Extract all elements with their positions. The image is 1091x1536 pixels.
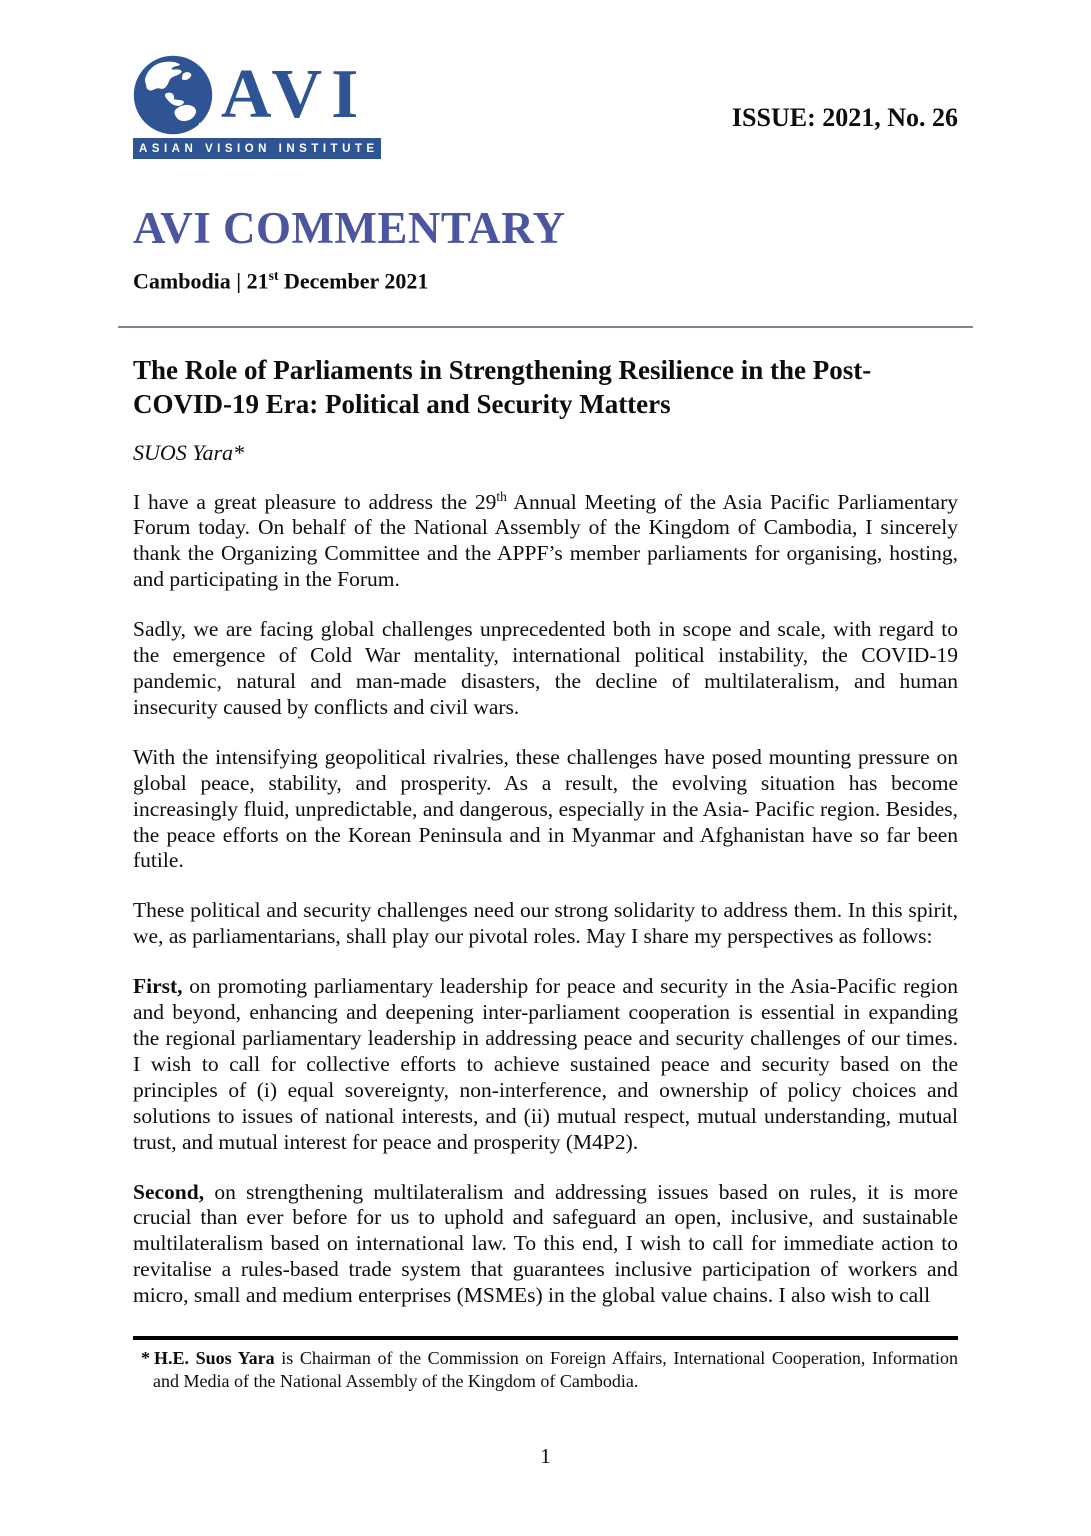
page-header [133, 55, 958, 159]
article-paragraph: With the intensifying geopolitical rivalries, these challenges have posed mounting pressure on global peace, stability, and prosperity. As a result, the evolving situation has become increasingly fluid, unpredictable, and dangerous, especially in the Asia- Pacific region. Besides, the peace efforts on the Korean Peninsula and in Myanmar and Afghanistan have so far been futile. [133, 744, 958, 873]
article-paragraph: I have a great pleasure to address the 29th Annual Meeting of the Asia Pacific Parliamentary Forum today. On behalf of the National Assembly of the Kingdom of Cambodia, I sincerely thank the Organizing Committee and the APPF’s member parliaments for organising, hosting, and participating in the Forum. [133, 488, 958, 592]
footnote-marker: * [141, 1348, 150, 1369]
article-paragraph: First, on promoting parliamentary leadership for peace and security in the Asia-Pacific region and beyond, enhancing and deepening inter-parliament cooperation is essential in expanding the regional parliamentary leadership in addressing peace and security challenges of our times. I wish to call for collective efforts to achieve sustained peace and security based on the principles of (i) equal sovereignty, non-interference, and ownership of policy choices and solutions to issues of national interests, and (ii) mutual respect, mutual understanding, mutual trust, and mutual interest for peace and prosperity (M4P2). [133, 974, 958, 1154]
page-number: 1 [540, 1444, 551, 1468]
dateline [133, 268, 958, 294]
article-author: SUOS Yara* [133, 439, 245, 465]
dateline-prefix: Cambodia | 21 [133, 268, 269, 294]
series-title: AVI COMMENTARY [133, 203, 566, 253]
article-paragraph: These political and security challenges need our strong solidarity to address them. In this spirit, we, as parliamentarians, shall play our pivotal roles. May I share my perspectives as follows: [133, 898, 958, 949]
header-divider [118, 326, 973, 328]
article-paragraph: Sadly, we are facing global challenges unprecedented both in scope and scale, with regard to the emergence of Cold War mentality, international political instability, the COVID-19 pandemic, natural and man-made disasters, the decline of multilateralism, and human insecurity caused by conflicts and civil wars. [133, 617, 958, 719]
avi-logo-top [133, 55, 381, 135]
dateline-rest: December 2021 [278, 268, 429, 294]
brand-acronym: AVI [221, 56, 368, 133]
issue-label: ISSUE: 2021, No. 26 [731, 103, 958, 132]
footnote-text: is Chairman of the Commission on Foreign Affairs, International Cooperation, Information and Media of the National Assembly of the Kingdom of Cambodia. [153, 1348, 959, 1391]
article-body [133, 490, 958, 1309]
article-paragraph: Second, on strengthening multilateralism and addressing issues based on rules, it is more crucial than ever before for us to uphold and safeguard an open, inclusive, and sustainable multilateralism based on international law. To this end, I wish to call for immediate action to revitalise a rules-based trade system that guarantees inclusive participation of workers and micro, small and medium enterprises (MSMEs) in the global value chains. I also wish to call [133, 1179, 958, 1308]
article-title: The Role of Parliaments in Strengthening Resilience in the Post-COVID-19 Era: Political and Security Matters [133, 354, 872, 419]
footnote [133, 1347, 958, 1392]
globe-icon [133, 55, 213, 135]
avi-logo [133, 55, 381, 159]
footnote-name: H.E. Suos Yara [154, 1348, 275, 1369]
brand-banner: ASIAN VISION INSTITUTE [133, 138, 381, 159]
dateline-ordinal: st [268, 268, 279, 284]
footnote-rule [133, 1336, 958, 1340]
